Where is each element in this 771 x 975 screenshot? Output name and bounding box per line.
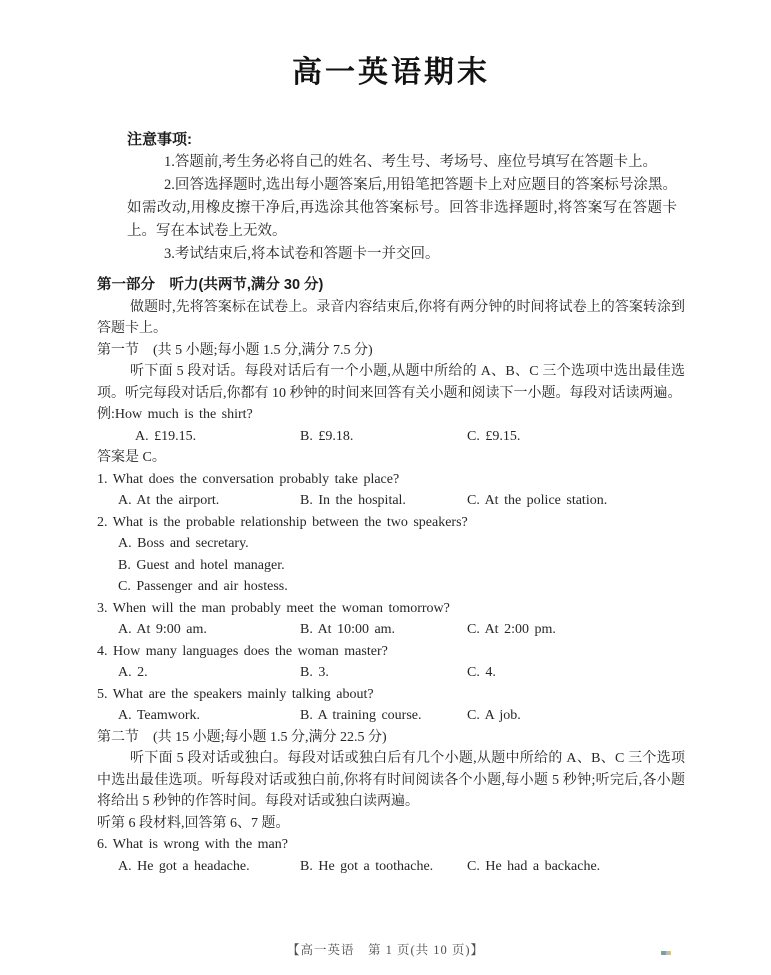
question-2-options-stack xyxy=(97,533,685,598)
question-4-option-a: A. 2. xyxy=(118,665,148,680)
section2-material-6: 听第 6 段材料,回答第 6、7 题。 xyxy=(97,815,290,831)
question-3-option-c: C. At 2:00 pm. xyxy=(467,622,556,637)
section1-instructions: 听下面 5 段对话。每段对话后有一个小题,从题中所给的 A、B、C 三个选项中选出最佳选项。听完每段对话后,你都有 10 秒钟的时间来回答有关小题和阅读下一小题。每段对话读两遍。 xyxy=(97,364,685,401)
question-1-option-c: C. At the police station. xyxy=(467,493,608,508)
question-5-option-c: C. A job. xyxy=(467,708,521,723)
notice-heading: 注意事项: xyxy=(127,131,192,148)
section2-heading: 第二节 (共 15 小题;每小题 1.5 分,满分 22.5 分) xyxy=(97,729,387,745)
notice-item-2: 2.回答选择题时,选出每小题答案后,用铅笔把答题卡上对应题目的答案标号涂黑。如需改动,用橡皮擦干净后,再选涂其他答案标号。回答非选择题时,将答案写在答题卡上。写在本试卷上无效。 xyxy=(127,177,677,239)
question-3-text: 3. When will the man probably meet the woman tomorrow? xyxy=(97,600,450,616)
question-6-option-a: A. He got a headache. xyxy=(118,858,250,874)
section2-instructions: 听下面 5 段对话或独白。每段对话或独白后有几个小题,从题中所给的 A、B、C 三个选项中选出最佳选项。听每段对话或独白前,你将有时间阅读各个小题,每小题 5 秒钟;听完后,各小题将给出 5 秒钟的作答时间。每段对话或独白读两遍。 xyxy=(97,751,685,809)
notice-section xyxy=(127,128,677,266)
question-5-options-row xyxy=(97,705,685,727)
question-1-options-row xyxy=(97,490,685,512)
question-2-option-b: B. Guest and hotel manager. xyxy=(118,557,285,573)
exam-title: 高一英语期末 xyxy=(292,56,490,89)
question-4-options-row xyxy=(97,662,685,684)
question-4-option-c: C. 4. xyxy=(467,665,496,680)
question-1-text: 1. What does the conversation probably take place? xyxy=(97,471,400,487)
question-2-text: 2. What is the probable relationship between the two speakers? xyxy=(97,514,468,530)
page-footer: 【高一英语 第 1 页(共 10 页)】 xyxy=(286,943,485,957)
part1-listening-section xyxy=(97,275,685,877)
question-5-text: 5. What are the speakers mainly talking about? xyxy=(97,686,374,702)
example-option-b: B. £9.18. xyxy=(300,428,354,444)
question-1-option-b: B. In the hospital. xyxy=(300,493,406,508)
exam-page xyxy=(0,52,771,877)
example-option-a: A. £19.15. xyxy=(135,428,197,444)
question-4-option-b: B. 3. xyxy=(300,665,329,680)
question-2-option-c: C. Passenger and air hostess. xyxy=(118,579,288,594)
question-6-options-row xyxy=(97,856,685,878)
part1-intro: 做题时,先将答案标在试卷上。录音内容结束后,你将有两分钟的时间将试卷上的答案转涂到答题卡上。 xyxy=(97,299,685,336)
question-2-option-a: A. Boss and secretary. xyxy=(118,536,249,551)
question-1-option-a: A. At the airport. xyxy=(118,493,220,508)
example-options-row xyxy=(97,426,685,448)
example-prompt: 例:How much is the shirt? xyxy=(97,407,253,422)
question-3-option-b: B. At 10:00 am. xyxy=(300,622,396,637)
notice-item-3: 3.考试结束后,将本试卷和答题卡一并交回。 xyxy=(164,246,440,262)
example-answer: 答案是 C。 xyxy=(97,450,166,465)
scan-artifact-mark xyxy=(661,951,671,955)
example-option-c: C. £9.15. xyxy=(467,428,521,444)
question-5-option-a: A. Teamwork. xyxy=(118,708,201,723)
question-4-text: 4. How many languages does the woman master? xyxy=(97,643,388,659)
part1-heading: 第一部分 听力(共两节,满分 30 分) xyxy=(97,277,324,293)
question-6-text: 6. What is wrong with the man? xyxy=(97,837,288,852)
question-6-option-b: B. He got a toothache. xyxy=(300,858,434,874)
question-3-options-row xyxy=(97,619,685,641)
notice-item-1: 1.答题前,考生务必将自己的姓名、考生号、考场号、座位号填写在答题卡上。 xyxy=(164,154,657,170)
question-3-option-a: A. At 9:00 am. xyxy=(118,622,207,637)
section1-heading: 第一节 (共 5 小题;每小题 1.5 分,满分 7.5 分) xyxy=(97,342,373,358)
question-5-option-b: B. A training course. xyxy=(300,708,422,723)
question-6-option-c: C. He had a backache. xyxy=(467,858,601,874)
